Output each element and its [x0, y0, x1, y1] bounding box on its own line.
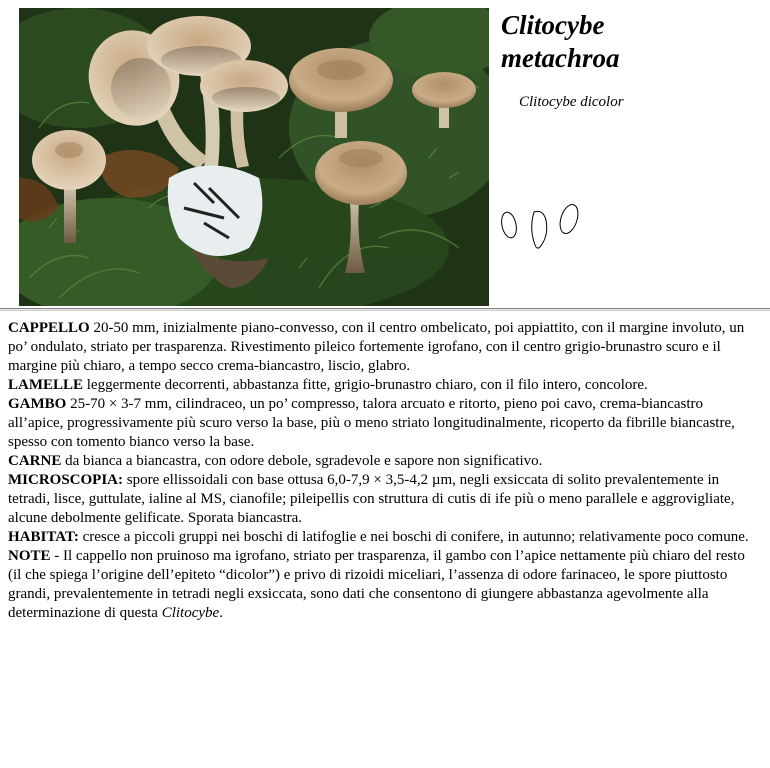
- section-text: 20-50 mm, inizialmente piano-convesso, con il centro ombelicato, poi appiattito, con il margine involuto, un po’ ondulato, striato per trasparenza. Rivestimento pileico fortemente igrofano, con il centro grigio-brunastro scuro e il margine più chiaro, a tempo secco crema-biancastro, liscio, glabro.: [8, 320, 745, 374]
- section-text: leggermente decorrenti, abbastanza fitte, grigio-brunastro chiaro, con il filo intero, concolore.: [83, 377, 648, 393]
- section-microscopia: [8, 471, 760, 528]
- section-label: CARNE: [8, 453, 62, 469]
- section-lamelle: [8, 376, 760, 395]
- note-label: NOTE: [8, 548, 51, 564]
- spore-drawing-1: [499, 211, 518, 239]
- species-title: [501, 9, 761, 75]
- section-text: 25-70 × 3-7 mm, cilindraceo, un po’ compresso, talora arcuato e ritorto, pieno poi cavo, crema-biancastro all’apice, progressivamente più scuro verso la base, più o meno striato longitudinalmente, ricoperto da fibrille biancastre, spesso con tomento bianco verso la base.: [8, 396, 735, 450]
- mushroom-photo-illustration: [19, 8, 489, 306]
- synonym-name: Clitocybe dicolor: [519, 94, 624, 110]
- species-description: [8, 319, 760, 623]
- spore-drawings: [498, 200, 588, 252]
- species-title-epithet: metachroa: [501, 43, 620, 73]
- spore-drawing-3: [557, 202, 581, 235]
- section-label: LAMELLE: [8, 377, 84, 393]
- section-habitat: [8, 528, 760, 547]
- section-text: cresce a piccoli gruppi nei boschi di latifoglie e nei boschi di conifere, in autunno; relativamente poco comune.: [78, 529, 749, 545]
- section-text: spore ellissoidali con base ottusa 6,0-7,9 × 3,5-4,2 µm, negli exsiccata di solito prevalentemente in tetradi, lisce, guttulate, ialine al MS, cianofile; pileipellis con struttura di cutis di ife più o meno parallele e aggrovigliate, alcune debolmente gelificate. Sporata biancastra.: [8, 472, 735, 526]
- section-cappello: [8, 319, 760, 376]
- section-divider: [0, 308, 770, 311]
- section-carne: [8, 452, 760, 471]
- section-label: CAPPELLO: [8, 320, 90, 336]
- section-text: da bianca a biancastra, con odore debole, sgradevole e sapore non significativo.: [61, 453, 543, 469]
- note-text: - Il cappello non pruinoso ma igrofano, striato per trasparenza, il gambo con l’apice nettamente più chiaro del resto (il che spiega l’origine dell’epiteto “dicolor”) e privo di rizoidi miceliari, l’assenza di odore farinaceo, le spore piuttosto grandi, prevalentemente in tetradi negli exsiccata, sono dati che consentono di giungere abbastanza agevolmente alla determinazione di questa: [8, 548, 745, 621]
- section-label: MICROSCOPIA:: [8, 472, 123, 488]
- species-title-genus: Clitocybe: [501, 10, 605, 40]
- section-label: GAMBO: [8, 396, 67, 412]
- section-label: HABITAT:: [8, 529, 79, 545]
- spore-drawing-2: [532, 211, 547, 248]
- note-end: .: [219, 605, 223, 621]
- mushroom-photo: [19, 8, 489, 306]
- section-note: [8, 547, 760, 623]
- section-gambo: [8, 395, 760, 452]
- note-genus: Clitocybe: [161, 605, 220, 621]
